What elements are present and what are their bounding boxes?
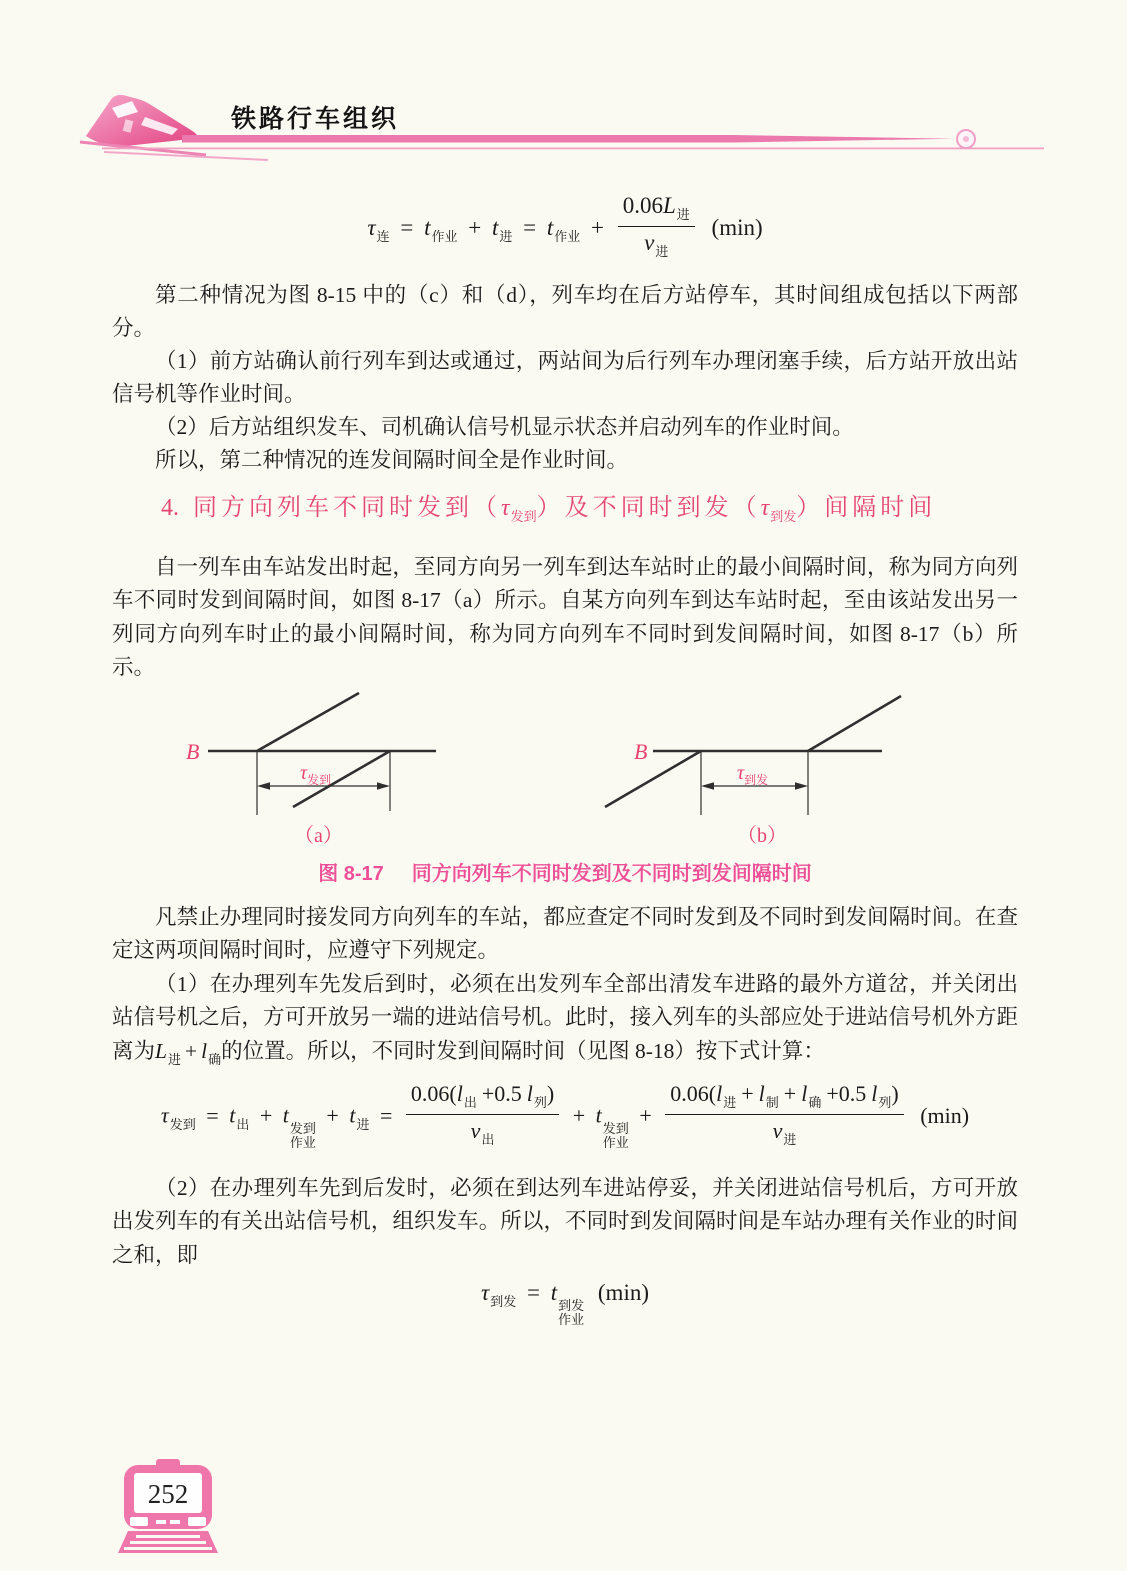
- var-tau: τ: [300, 762, 308, 784]
- operator: +: [783, 1081, 797, 1106]
- paragraph-conclusion: 所以，第二种情况的连发间隔时间全是作业时间。: [155, 448, 629, 472]
- figure-caption: [112, 857, 1018, 886]
- var-tau-sub: 发到: [307, 773, 332, 787]
- var-l-sub: 制: [765, 1095, 779, 1110]
- var-v-sub: 进: [783, 1132, 797, 1147]
- operator: =: [527, 1280, 540, 1305]
- arrowhead-right: [795, 782, 808, 789]
- var-t-sub: 进: [499, 228, 513, 244]
- var-t: t: [424, 214, 431, 240]
- subfigure-label-b: （b）: [737, 825, 787, 847]
- var-tau: τ: [160, 1102, 169, 1128]
- fraction-denominator: [644, 227, 668, 260]
- coefficient: 0.06(: [410, 1081, 457, 1106]
- fraction-numerator: [406, 1081, 559, 1115]
- heading-text: ）间隔时间: [796, 495, 937, 521]
- var-l-sub: 确: [208, 1051, 222, 1067]
- page-number-badge: [116, 1459, 220, 1565]
- var-l-sub: 列: [878, 1095, 892, 1110]
- operator: +0.5: [826, 1081, 867, 1106]
- operator: +: [185, 1038, 198, 1063]
- var-l: l: [871, 1081, 878, 1106]
- var-t: t: [595, 1102, 602, 1128]
- heading-text: ）及不同时到发（: [536, 495, 761, 521]
- formula-daofa-interval: [112, 1280, 1018, 1327]
- coefficient: 0.06: [622, 193, 663, 218]
- operator: =: [206, 1102, 219, 1128]
- station-label: B: [186, 739, 200, 764]
- supsub-stack: [558, 1299, 584, 1327]
- var-t-sup: 发到: [289, 1120, 316, 1136]
- var-l: l: [716, 1081, 723, 1106]
- badge-light-right: [188, 1517, 206, 1526]
- paren: ): [546, 1081, 555, 1106]
- fraction-denominator: [471, 1115, 495, 1148]
- paragraph-rule-intro: 凡禁止办理同时接发同方向列车的车站，都应查定不同时发到及不同时到发间隔时间。在查定这两项间隔时间时，应遵守下列规定。: [112, 905, 1018, 963]
- var-l-sub: 进: [723, 1095, 737, 1110]
- var-tau-sub: 到发: [490, 1294, 517, 1309]
- var-v-sub: 出: [481, 1132, 495, 1147]
- paragraph-item-1: （1）前方站确认前行列车到达或通过，两站间为后行列车办理闭塞手续，后方站开放出站信号机等作业时间。: [112, 349, 1018, 407]
- var-L-sub: 进: [167, 1051, 181, 1067]
- station-label: B: [634, 739, 648, 764]
- var-l: l: [801, 1081, 808, 1106]
- badge-dash: [170, 1520, 180, 1524]
- operator: +: [572, 1102, 586, 1128]
- var-l: l: [758, 1081, 765, 1106]
- var-t-sub: 进: [356, 1116, 370, 1132]
- operator: +0.5: [481, 1081, 522, 1106]
- arrowhead-left: [257, 782, 270, 789]
- var-t: t: [229, 1102, 236, 1128]
- var-tau-sub: 发到: [169, 1116, 196, 1132]
- var-tau-sub: 到发: [744, 773, 769, 787]
- paragraph-case2-intro: 第二种情况为图 8-15 中的（c）和（d），列车均在后方站停车，其时间组成包括以下两部分。: [112, 283, 1018, 341]
- section-heading: [161, 487, 1061, 525]
- section-number: 4.: [161, 495, 179, 521]
- unit-min: (min): [920, 1102, 970, 1128]
- var-v: v: [772, 1118, 783, 1143]
- paragraph-text: （1）在办理列车先发后到时，必须在出发列车全部出清发车进路的最外方道岔，并关闭出站信号机之后，方可开放另一端的进站信号机。此时，接入列车的头部应处于进站信号机外方距离为: [112, 972, 1018, 1063]
- var-l: l: [526, 1081, 533, 1106]
- badge-light-left: [130, 1517, 148, 1526]
- departing-train-line: [808, 696, 901, 751]
- var-l: l: [201, 1038, 208, 1063]
- var-t-sub: 作业: [289, 1134, 316, 1150]
- var-L: L: [155, 1038, 167, 1063]
- arrowhead-right: [377, 782, 390, 789]
- paragraph-text: 的位置。所以，不同时发到间隔时间（见图 8-18）按下式计算：: [221, 1038, 825, 1063]
- fraction: [618, 193, 695, 260]
- var-v-sub: 进: [655, 244, 669, 259]
- var-l: l: [456, 1081, 463, 1106]
- fraction-numerator: [665, 1081, 903, 1115]
- var-t: t: [491, 214, 499, 240]
- operator: =: [379, 1102, 393, 1128]
- var-l-sub: 出: [463, 1095, 477, 1110]
- var-tau: τ: [737, 762, 745, 784]
- subfigure-label-a: （a）: [294, 825, 343, 847]
- heading-text: 同方向列车不同时发到（: [193, 495, 501, 521]
- operator: +: [259, 1102, 273, 1128]
- arriving-train-line: [605, 751, 701, 807]
- operator: =: [523, 214, 537, 240]
- fraction-denominator: [773, 1115, 797, 1148]
- var-L: L: [662, 193, 676, 218]
- var-t: t: [282, 1102, 289, 1128]
- header-rule-bar: [182, 135, 954, 143]
- badge-stripe: [130, 1541, 206, 1544]
- formula-lianfa-interval: [112, 193, 1018, 263]
- coefficient: 0.06(: [670, 1081, 717, 1106]
- var-t: t: [550, 1280, 558, 1305]
- fraction: [665, 1081, 903, 1148]
- figure-caption-text: 同方向列车不同时发到及不同时到发间隔时间: [411, 863, 812, 885]
- unit-min: (min): [711, 214, 763, 240]
- var-L-sub: 进: [676, 207, 690, 222]
- var-t-sup: 发到: [602, 1120, 629, 1136]
- operator: +: [741, 1081, 754, 1106]
- var-t-sup: 到发: [558, 1298, 585, 1313]
- header-rule-line: [102, 148, 1044, 150]
- var-tau: τ: [481, 1280, 490, 1305]
- header-decoration: [78, 86, 1068, 164]
- unit-min: (min): [597, 1280, 649, 1305]
- supsub-stack: [603, 1122, 629, 1150]
- diagram-daofa-interval: [590, 682, 970, 854]
- figure-caption-number: 图 8-17: [318, 863, 384, 885]
- var-tau: τ: [760, 495, 770, 521]
- operator: +: [468, 214, 482, 240]
- var-t-sub: 作业: [431, 228, 458, 244]
- fraction-numerator: [618, 193, 695, 227]
- operator: =: [400, 214, 414, 240]
- var-t-sub: 作业: [558, 1312, 585, 1327]
- var-tau-sub: 连: [376, 228, 390, 244]
- arrowhead-left: [701, 782, 714, 789]
- var-t-sub: 出: [236, 1116, 250, 1132]
- fraction: [406, 1081, 559, 1148]
- paragraph-item-2: （2）后方站组织发车、司机确认信号机显示状态并启动列车的作业时间。: [155, 415, 854, 439]
- var-t-sub: 作业: [554, 228, 581, 244]
- var-l-sub: 确: [808, 1095, 822, 1110]
- supsub-stack: [290, 1122, 316, 1150]
- var-v: v: [470, 1118, 481, 1143]
- badge-stripe: [136, 1535, 200, 1538]
- tau-daofa-label: [737, 762, 768, 787]
- operator: +: [591, 214, 604, 240]
- paragraph-rule-2: （2）在办理列车先到后发时，必须在到达列车进站停妥，并关闭进站信号机后，方可开放出发列车的有关出站信号机，组织发车。所以，不同时到发间隔时间是车站办理有关作业的时间之和，即: [112, 1176, 1018, 1267]
- var-t: t: [349, 1102, 356, 1128]
- book-title: 铁路行车组织: [231, 105, 400, 133]
- var-t: t: [546, 214, 554, 240]
- badge-stripe: [124, 1547, 212, 1550]
- paren: ): [891, 1081, 899, 1106]
- departing-train-line: [257, 693, 359, 751]
- formula-fadao-interval: [112, 1081, 1018, 1151]
- operator: +: [326, 1102, 339, 1128]
- var-tau-sub: 到发: [770, 509, 797, 524]
- tau-fadao-label: [300, 762, 331, 787]
- diagram-fadao-interval: [180, 682, 560, 854]
- paragraph-rule-1: [112, 968, 1018, 1076]
- var-tau-sub: 发到: [510, 509, 537, 524]
- inline-math: [155, 1038, 222, 1067]
- var-tau: τ: [367, 214, 376, 240]
- operator: +: [639, 1102, 652, 1128]
- page-number: 252: [147, 1479, 189, 1509]
- var-t-sub: 作业: [602, 1134, 629, 1150]
- var-v: v: [644, 230, 655, 255]
- paragraph-definition: 自一列车由车站发出时起，至同方向另一列车到达车站时止的最小间隔时间，称为同方向列车不同时发到间隔时间，如图 8-17（a）所示。自某方向列车到达车站时起，至由该站发出另一列同方向列车时止的最小间隔时间，称为同方向列车不同时到发间隔时间，如图 8-17（b）所示。: [112, 555, 1018, 680]
- var-l-sub: 列: [533, 1095, 547, 1110]
- var-tau: τ: [501, 495, 510, 521]
- header-rule-circle-dot: [963, 136, 969, 142]
- badge-dash: [156, 1520, 166, 1524]
